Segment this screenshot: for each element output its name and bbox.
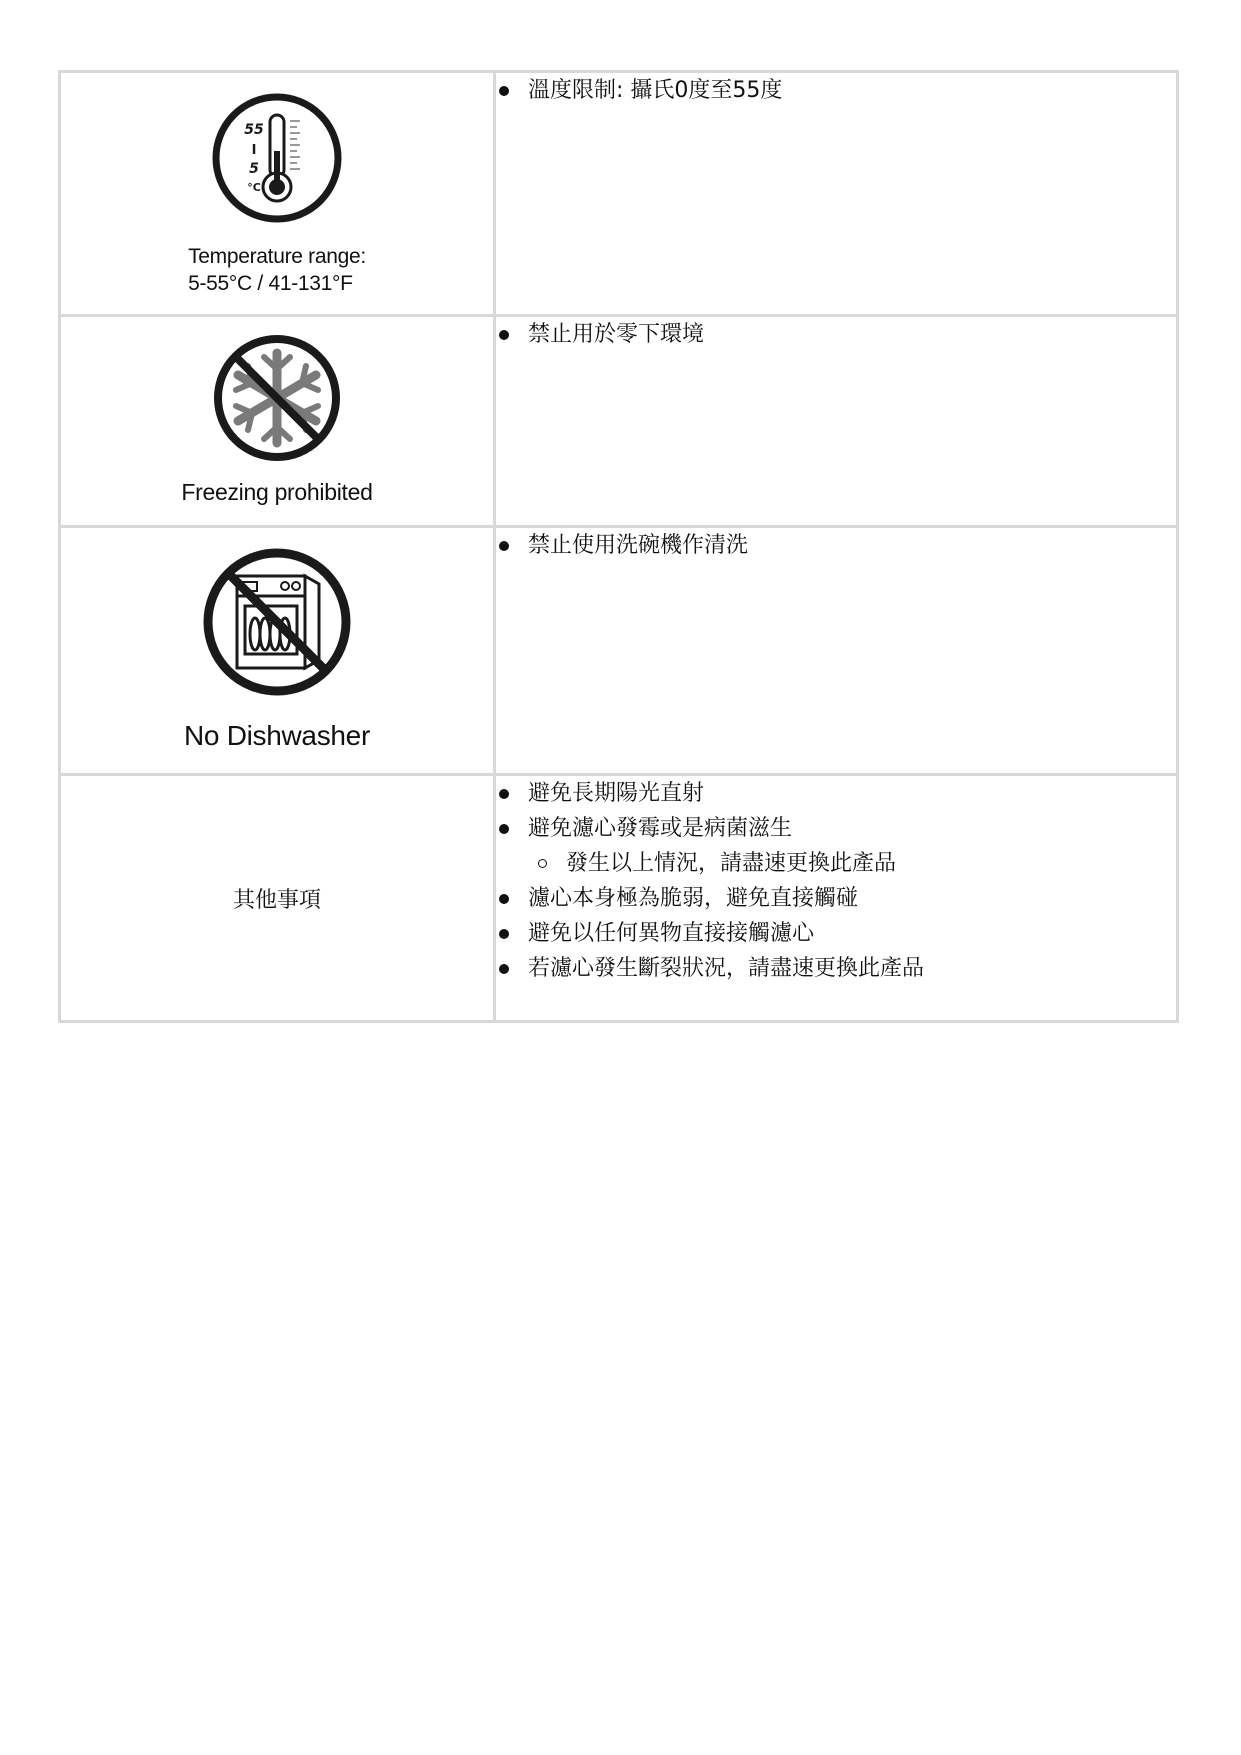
sub-list-item: 發生以上情況，請盡速更換此產品 [496,846,1176,881]
list-item: 避免長期陽光直射 [496,776,1176,811]
dishwasher-caption: No Dishwasher [184,720,370,751]
icon-cell [60,72,495,316]
temp-unit: °C [247,181,261,194]
notes-cell [495,527,1178,775]
care-instructions-table [58,70,1179,1023]
temp-high-value: 55 [244,122,264,138]
caption-line: 5-55°C / 41-131°F [188,272,353,295]
notes-list [496,776,1176,986]
no-dishwasher-icon [201,546,353,698]
notes-list [496,73,1176,108]
list-item: 避免以任何異物直接接觸濾心 [496,916,1176,951]
notes-cell [495,72,1178,316]
list-item: 禁止使用洗碗機作清洗 [496,528,1176,563]
notes-cell [495,775,1178,1022]
temperature-caption [188,243,366,297]
table-row [60,316,1178,527]
row-label: 其他事項 [232,887,321,913]
temp-separator: I [251,143,257,158]
icon-cell [60,316,495,527]
notes-list [496,317,1176,352]
table-row [60,72,1178,316]
list-item: 禁止用於零下環境 [496,317,1176,352]
list-item: 溫度限制: 攝氏0度至55度 [496,73,1176,108]
notes-cell [495,316,1178,527]
list-item: 避免濾心發霉或是病菌滋生 [496,811,1176,846]
list-item: 濾心本身極為脆弱，避免直接觸碰 [496,881,1176,916]
table-row [60,527,1178,775]
table-row [60,775,1178,1022]
freezing-prohibited-icon [212,333,342,463]
temperature-range-icon [210,91,344,225]
icon-cell [60,527,495,775]
freezing-caption: Freezing prohibited [181,479,373,505]
notes-list [496,528,1176,563]
temp-low-value: 5 [249,161,259,177]
caption-line: Temperature range: [188,245,366,268]
list-item: 若濾心發生斷裂狀況，請盡速更換此產品 [496,951,1176,986]
label-cell [60,775,495,1022]
